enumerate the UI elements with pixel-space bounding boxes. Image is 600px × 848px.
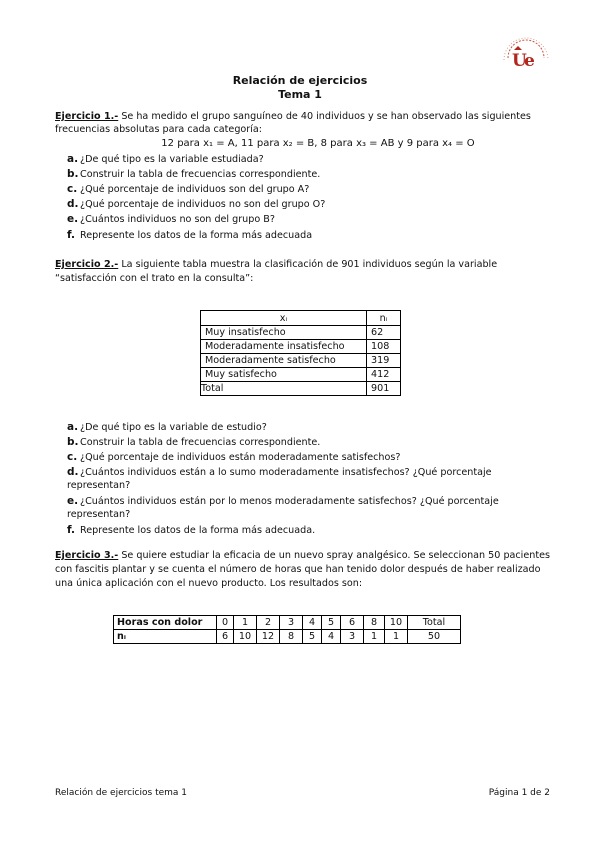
table-cell: 2: [257, 616, 280, 630]
table-cell: 5: [303, 630, 322, 644]
ex3-line2: con fascitis plantar y se cuenta el número de horas que han tenido dolor después de haber realizado: [55, 564, 541, 575]
university-logo: [500, 30, 552, 74]
table-row: [114, 630, 461, 644]
table-cell: 8: [280, 630, 303, 644]
ex1-item-f: f. Represente los datos de la forma más adecuada: [67, 229, 313, 241]
ex1-item-b: b.Construir la tabla de frecuencias correspondiente.: [67, 168, 321, 180]
ex3-line1: Se quiere estudiar la eficacia de un nuevo spray analgésico. Se seleccionan 50 pacientes: [118, 550, 550, 561]
table-cell: 901: [367, 382, 401, 396]
ex2-line2: “satisfacción con el trato en la consulta”:: [55, 273, 254, 284]
ex1-item-a: a. ¿De qué tipo es la variable estudiada?: [67, 153, 264, 165]
ex2-item-d: d.¿Cuántos individuos están a lo sumo moderadamente insatisfechos? ¿Qué porcentaje: [67, 466, 492, 478]
ex2-item-b: b.Construir la tabla de frecuencias correspondiente.: [67, 436, 321, 448]
table-cell: 10: [234, 630, 257, 644]
ex1-label: Ejercicio 1.-: [55, 111, 119, 122]
svg-text:U: U: [512, 51, 527, 71]
table-cell: 5: [322, 616, 341, 630]
ex2-item-d-cont: representan?: [67, 480, 131, 491]
table-cell: Moderadamente insatisfecho: [201, 340, 367, 354]
ex2-item-e: e. ¿Cuántos individuos están por lo menos moderadamente satisfechos? ¿Qué porcentaje: [67, 495, 499, 507]
ex2-item-a: a. ¿De qué tipo es la variable de estudio?: [67, 421, 267, 433]
table-cell: nᵢ: [114, 630, 217, 644]
document-subtitle: Tema 1: [278, 88, 322, 101]
table-cell: 10: [385, 616, 408, 630]
ex1-frequencies: 12 para x₁ = A, 11 para x₂ = B, 8 para x₃ = AB y 9 para x₄ = O: [161, 138, 475, 149]
svg-text:e: e: [524, 51, 535, 71]
table-cell: 3: [341, 630, 364, 644]
table-row: [201, 354, 401, 368]
table-cell: 108: [367, 340, 401, 354]
table-row: [201, 340, 401, 354]
table-cell: Total: [408, 616, 461, 630]
table-cell: 6: [341, 616, 364, 630]
table-cell: 3: [280, 616, 303, 630]
table-row: [201, 368, 401, 382]
table-cell: Muy satisfecho: [201, 368, 367, 382]
satisfaction-table: [200, 310, 401, 396]
ex3-label: Ejercicio 3.-: [55, 550, 119, 561]
table-cell: 1: [364, 630, 385, 644]
table-cell: 319: [367, 354, 401, 368]
table-header: nᵢ: [367, 311, 401, 326]
table-cell: 12: [257, 630, 280, 644]
ex1-line2: frecuencias absolutas para cada categoría:: [55, 124, 263, 135]
table-cell: 0: [217, 616, 234, 630]
table-row-total: [201, 382, 401, 396]
ex2-line1: La siguiente tabla muestra la clasificación de 901 individuos según la variable: [118, 259, 498, 270]
ex2-label: Ejercicio 2.-: [55, 259, 119, 270]
table-cell: 412: [367, 368, 401, 382]
table-row: [114, 616, 461, 630]
table-row: [201, 326, 401, 340]
ex2-item-f: f. Represente los datos de la forma más adecuada.: [67, 524, 316, 536]
table-cell: Moderadamente satisfecho: [201, 354, 367, 368]
table-cell: 4: [303, 616, 322, 630]
table-cell: Muy insatisfecho: [201, 326, 367, 340]
table-header: xᵢ: [201, 311, 367, 326]
table-cell: 8: [364, 616, 385, 630]
ex1-item-d: d.¿Qué porcentaje de individuos no son del grupo O?: [67, 198, 326, 210]
ex3-paragraph: [55, 550, 550, 561]
footer-left: Relación de ejercicios tema 1: [55, 788, 187, 798]
table-cell: 4: [322, 630, 341, 644]
ex2-paragraph: [55, 259, 497, 270]
table-cell: Horas con dolor: [114, 616, 217, 630]
ex1-paragraph: [55, 111, 531, 122]
page-number: Página 1 de 2: [488, 788, 550, 798]
table-header-row: [201, 311, 401, 326]
table-cell: 1: [385, 630, 408, 644]
table-cell: 6: [217, 630, 234, 644]
ex1-item-e: e. ¿Cuántos individuos no son del grupo B?: [67, 213, 275, 225]
document-title: Relación de ejercicios: [232, 74, 368, 87]
ex1-line1: Se ha medido el grupo sanguíneo de 40 individuos y se han observado las siguientes: [118, 111, 531, 122]
table-cell: Total: [201, 382, 367, 396]
ex2-item-c: c. ¿Qué porcentaje de individuos están moderadamente satisfechos?: [67, 451, 401, 463]
table-cell: 50: [408, 630, 461, 644]
pain-hours-table: [113, 615, 461, 644]
ex2-item-e-cont: representan?: [67, 509, 131, 520]
table-cell: 62: [367, 326, 401, 340]
ex1-item-c: c. ¿Qué porcentaje de individuos son del grupo A?: [67, 183, 310, 195]
table-cell: 1: [234, 616, 257, 630]
ex3-line3: una única aplicación con el nuevo producto. Los resultados son:: [55, 578, 363, 589]
